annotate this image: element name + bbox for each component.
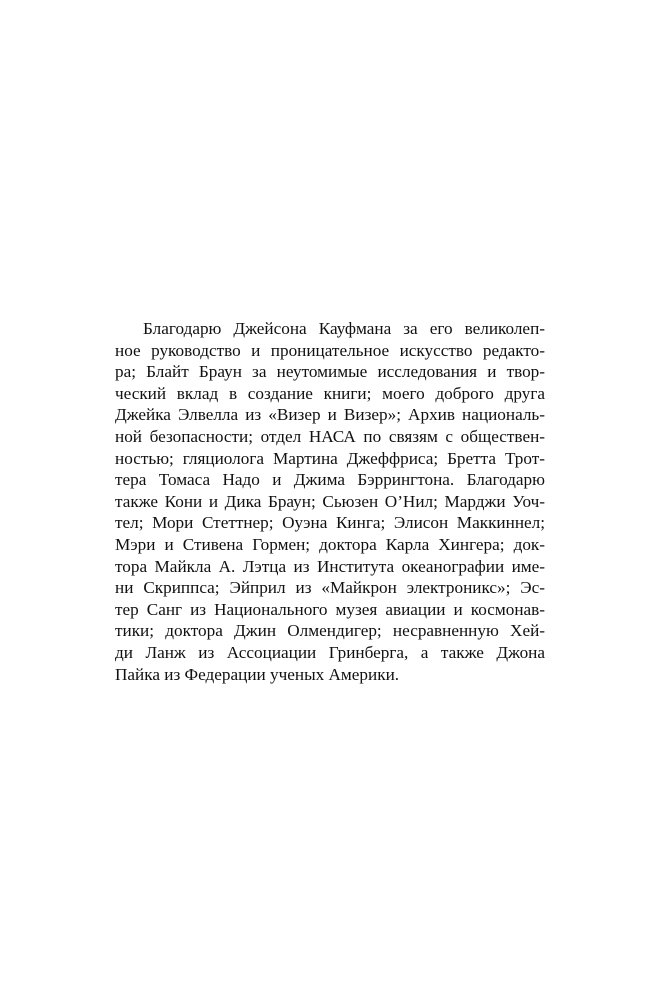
paragraph-line-3: ра; Блайт Браун за неутомимые исследования и твор-	[115, 362, 545, 382]
paragraph-line-2: ное руководство и проницательное искусство редакто-	[115, 340, 545, 360]
paragraph-line-15: тики; доктора Джин Олмендигер; несравненную Хей-	[115, 621, 545, 641]
paragraph-line-17: Пайка из Федерации ученых Америки.	[115, 664, 400, 684]
paragraph-line-6: ной безопасности; отдел НАСА по связям с обществен-	[115, 426, 545, 446]
paragraph-line-10: тел; Мори Стеттнер; Оуэна Кинга; Элисон Маккиннел;	[115, 513, 545, 533]
paragraph-line-14: тер Санг из Национального музея авиации и космонав-	[115, 599, 545, 619]
paragraph-line-5: Джейка Элвелла из «Визер и Визер»; Архив националь-	[115, 405, 545, 425]
paragraph-line-16: ди Ланж из Ассоциации Гринберга, а также Джона	[115, 642, 545, 662]
paragraph-line-11: Мэри и Стивена Гормен; доктора Карла Хингера; док-	[115, 534, 545, 554]
paragraph-line-9: также Кони и Дика Браун; Сьюзен О’Нил; Марджи Уоч-	[115, 491, 545, 511]
paragraph-line-12: тора Майкла А. Лэтца из Института океанографии име-	[115, 556, 545, 576]
paragraph-line-4: ческий вклад в создание книги; моего доброго друга	[115, 383, 545, 403]
paragraph-line-7: ностью; гляциолога Мартина Джеффриса; Бретта Трот-	[115, 448, 545, 468]
paragraph-line-8: тера Томаса Надо и Джима Бэррингтона. Благодарю	[115, 470, 545, 490]
acknowledgements-paragraph	[115, 318, 545, 685]
paragraph-line-1: Благодарю Джейсона Кауфмана за его великолеп-	[143, 319, 545, 338]
paragraph-line-13: ни Скриппса; Эйприл из «Майкрон электроникс»; Эс-	[115, 578, 545, 598]
